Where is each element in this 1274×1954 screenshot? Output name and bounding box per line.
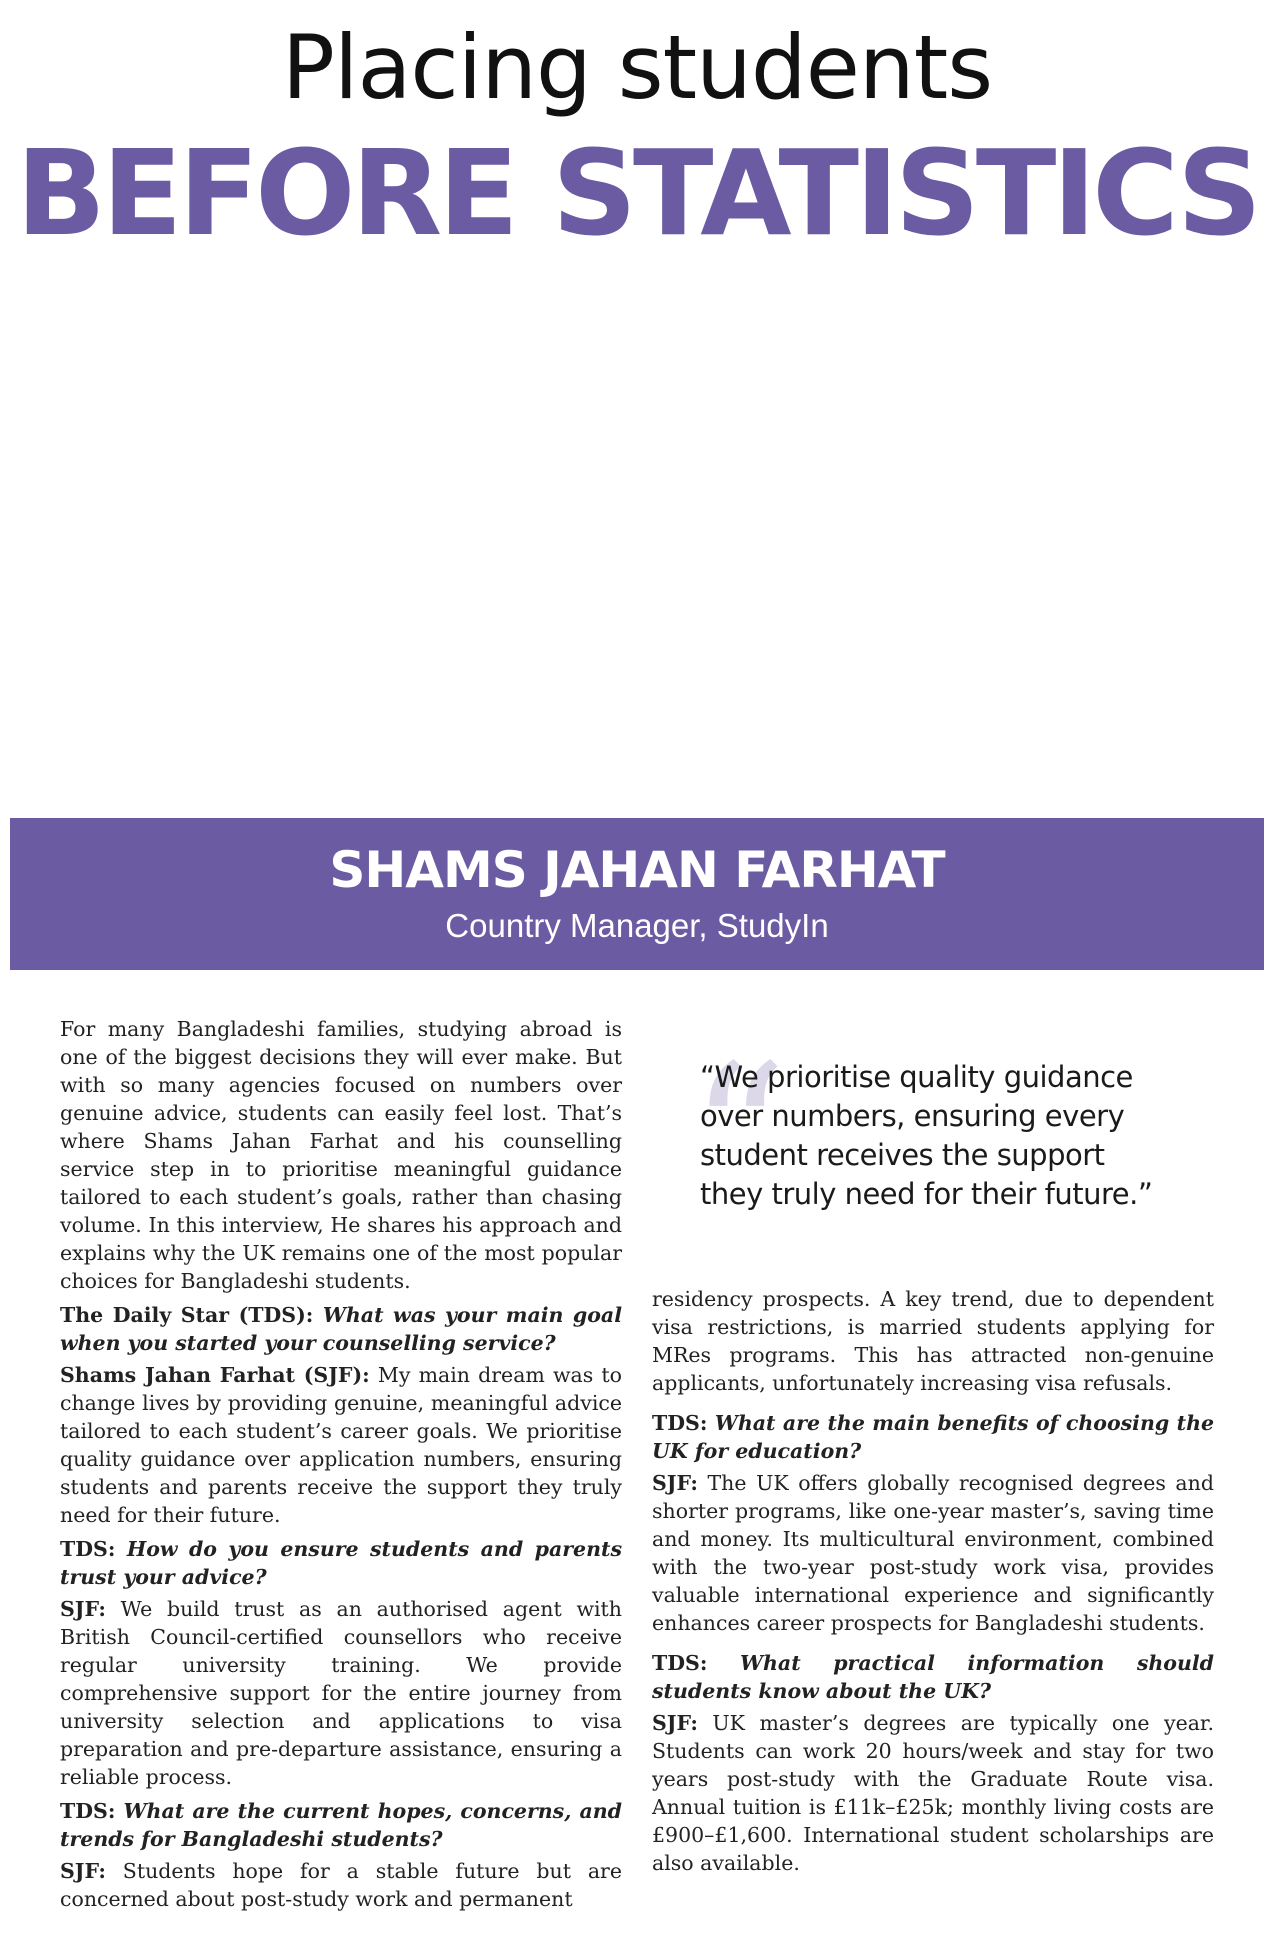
interviewee-name: SHAMS JAHAN FARHAT: [329, 841, 945, 899]
answer-speaker: SJF:: [652, 1711, 698, 1735]
right-column: [652, 1285, 1214, 1883]
headline-main: BEFORE STATISTICS: [15, 124, 1259, 262]
question-speaker: TDS:: [60, 1537, 116, 1561]
pull-quote: “We prioritise quality guidance over numbers, ensuring every student receives the support they truly need for their future.”: [700, 1060, 1153, 1211]
interviewee-role: Country Manager, StudyIn: [445, 907, 829, 944]
question: [60, 1535, 622, 1591]
continuation-paragraph: residency prospects. A key trend, due to dependent visa restrictions, is married students applying for MRes programs. This has attracted non-genuine applicants, unfortunately increasing visa refusals.: [652, 1287, 1214, 1395]
question: [652, 1649, 1214, 1705]
answer: [652, 1469, 1214, 1637]
question-text: What was your main goal when you started your counselling service?: [60, 1303, 623, 1355]
question-speaker: TDS:: [60, 1799, 116, 1823]
question-text: What are the main benefits of choosing the UK for education?: [652, 1411, 1215, 1463]
answer-speaker: Shams Jahan Farhat (SJF):: [60, 1363, 370, 1387]
quote-mark-icon: “: [690, 1024, 788, 1245]
intro-paragraph: For many Bangladeshi families, studying abroad is one of the biggest decisions they will ever make. But with so many agencies focused on numbers over genuine advice, students can easily feel lost. That’s where Shams Jahan Farhat and his counselling service step in to prioritise meaningful guidance tailored to each student’s goals, rather than chasing volume. In this interview, He shares his approach and explains why the UK remains one of the most popular choices for Bangladeshi students.: [60, 1017, 622, 1293]
answer-speaker: SJF:: [60, 1597, 106, 1621]
answer: [60, 1857, 622, 1913]
answer-text: We build trust as an authorised agent with British Council-certified counsellors who receive regular university training. We provide comprehensive support for the entire journey from university selection and applications to visa preparation and pre-departure assistance, ensuring a reliable process.: [60, 1597, 622, 1789]
question-speaker: TDS:: [652, 1411, 708, 1435]
question: [60, 1301, 622, 1357]
question-text: What are the current hopes, concerns, and trends for Bangladeshi students?: [60, 1799, 622, 1851]
question: [652, 1409, 1214, 1465]
answer-text: My main dream was to change lives by providing genuine, meaningful advice tailored to each student’s career goals. We prioritise quality guidance over application numbers, ensuring students and parents receive the support they truly need for their future.: [60, 1363, 622, 1527]
answer-text: UK master’s degrees are typically one year. Students can work 20 hours/week and stay for two years post-study with the Graduate Route visa. Annual tuition is £11k–£25k; monthly living costs are £900–£1,600. International student scholarships are also available.: [652, 1711, 1214, 1875]
question-text: How do you ensure students and parents trust your advice?: [60, 1537, 622, 1589]
name-banner: [10, 818, 1264, 970]
left-column: [60, 1015, 622, 1919]
answer-text: The UK offers globally recognised degrees and shorter programs, like one-year master’s, saving time and money. Its multicultural environment, combined with the two-year post-study work visa, provides valuable international experience and significantly enhances career prospects for Bangladeshi students.: [652, 1471, 1214, 1635]
headline-top: Placing students: [281, 16, 993, 119]
answer: [652, 1709, 1214, 1877]
answer-speaker: SJF:: [60, 1859, 106, 1883]
answer-text: Students hope for a stable future but are concerned about post-study work and permanent: [60, 1859, 622, 1911]
question-speaker: TDS:: [652, 1651, 708, 1675]
answer: [60, 1595, 622, 1791]
question-speaker: The Daily Star (TDS):: [60, 1303, 314, 1327]
question-text: What practical information should students know about the UK?: [652, 1651, 1214, 1703]
question: [60, 1797, 622, 1853]
answer: [60, 1361, 622, 1529]
answer-speaker: SJF:: [652, 1471, 698, 1495]
